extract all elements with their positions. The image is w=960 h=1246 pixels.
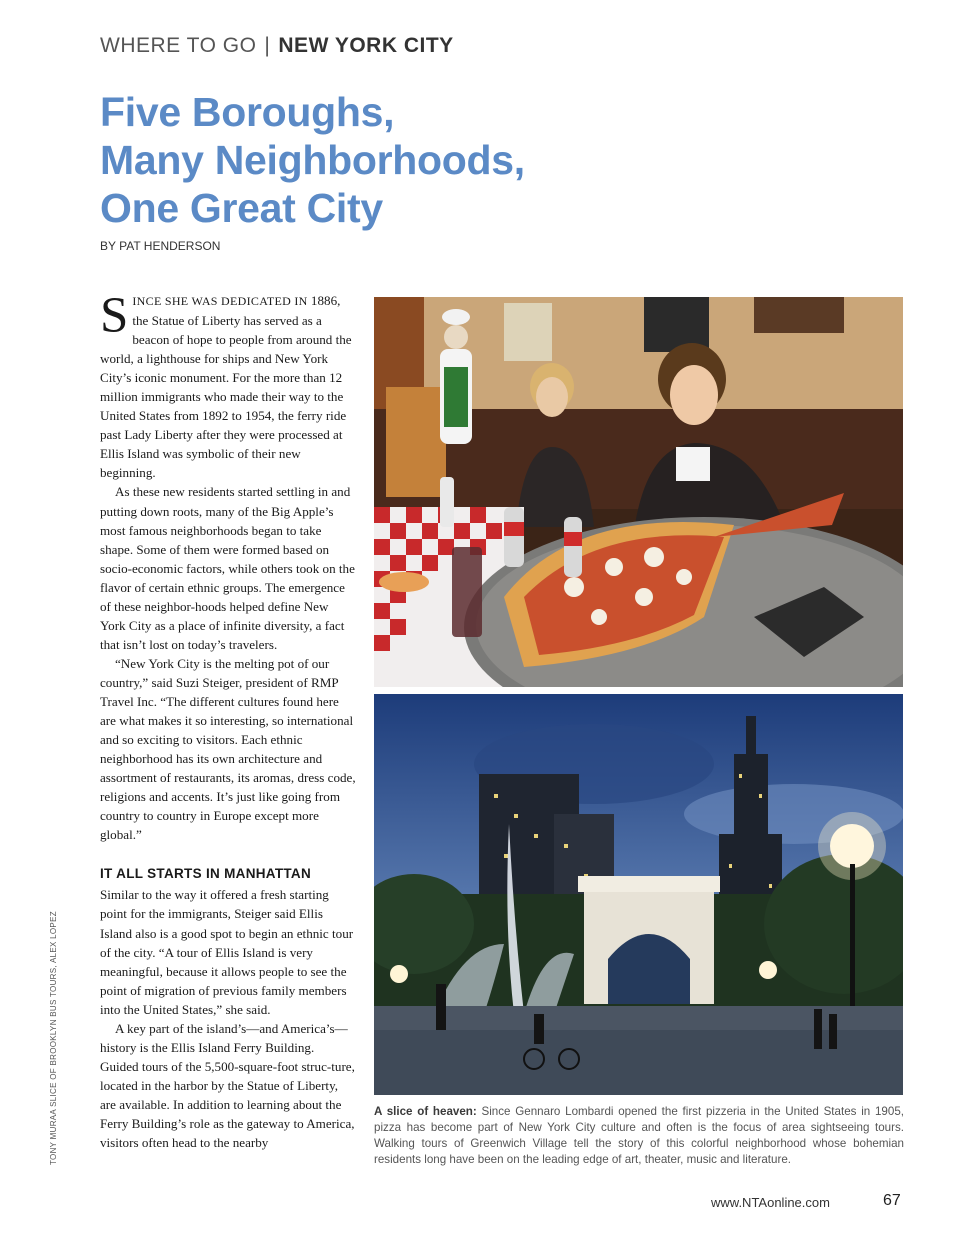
caption-text: Since Gennaro Lombardi opened the first pizzeria in the United States in 1905, pizza has become part of New York City culture and often is the focus of area sightseeing tours. Walking tours of Greenwich Village tell the story of this colorful neighborhood whose bohemian residents long have been on the leading edge of art, theater, music and literature. [374, 1105, 904, 1166]
article-body [100, 288, 356, 1152]
lead-in-smallcaps: INCE SHE WAS DEDICATED IN [132, 294, 308, 308]
pizzeria-photo [374, 297, 903, 687]
photo-caption [374, 1104, 904, 1168]
section-city: NEW YORK CITY [278, 34, 454, 57]
footer-url: www.NTAonline.com [711, 1195, 830, 1210]
drop-cap: S [100, 288, 129, 344]
paragraph-3: “New York City is the melting pot of our country,” said Suzi Steiger, president of RMP Travel Inc. “The different cultures found here are what makes it so interesting, so international and so exciting to visitors. Each ethnic neighborhood has its own architecture and assortment of restaurants, its aromas, dress code, religions and accents. It’s just like going from country to country in Europe except more global.” [100, 655, 356, 843]
section-label: WHERE TO GO [100, 34, 257, 57]
headline-line-1: Five Boroughs, [100, 89, 395, 135]
page-number: 67 [883, 1192, 901, 1209]
paragraph-4: Similar to the way it offered a fresh starting point for the immigrants, Steiger said Ellis Island also is a good spot to begin an ethnic tour of the city. “A tour of Ellis Island is very meaningful, because it allows people to see the point of migration of previous family members into the United States,” she said. [100, 887, 354, 1017]
washington-square-photo [374, 694, 903, 1095]
paragraph-2: As these new residents started settling in and putting down roots, many of the Big Apple’s most famous neighborhoods began to take shape. Some of them were formed based on socio-economic factors, while others took on the flavor of certain ethnic groups. The emergence of these neighbor-hoods helped define New York City as a place of infinite diversity, a fact that isn’t lost on today’s travelers. [100, 484, 355, 652]
washington-square-illustration [374, 694, 903, 1095]
headline-line-3: One Great City [100, 185, 383, 231]
article-headline [100, 88, 525, 232]
headline-line-2: Many Neighborhoods, [100, 137, 525, 183]
photo-credit: TONY MURAA SLICE OF BROOKLYN BUS TOURS, ALEX LOPEZ [49, 911, 58, 1165]
caption-title: A slice of heaven: [374, 1105, 477, 1118]
paragraph-5: A key part of the island’s—and America’s—history is the Ellis Island Ferry Building. Guided tours of the 5,500-square-foot struc-ture, located in the harbor by the Statue of Liberty, are available. In addition to learning about the Ferry Building’s role as the gateway to America, visitors often head to the nearby [100, 1020, 355, 1151]
pizzeria-illustration [374, 297, 903, 687]
paragraph-1 [100, 288, 356, 482]
section-subhead: IT ALL STARTS IN MANHATTAN [100, 866, 312, 882]
section-header [100, 34, 454, 58]
paragraph-1-text: 1886, the Statue of Liberty has served as a beacon of hope to people from around the world, a lighthouse for ships and New York City’s iconic monument. For the more than 12 million immigrants who made their way to the United States from 1892 to 1954, the ferry ride past Lady Liberty after they were processed at Ellis Island was symbolic of their new beginning. [100, 293, 352, 481]
byline: BY PAT HENDERSON [100, 239, 221, 253]
section-separator: | [264, 34, 271, 57]
